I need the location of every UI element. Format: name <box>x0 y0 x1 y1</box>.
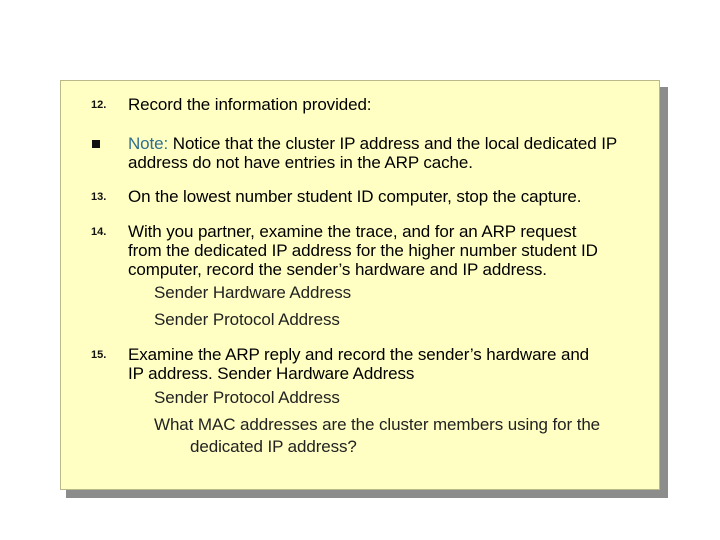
step-15-sender-protocol: Sender Protocol Address <box>154 388 340 407</box>
step-14-number: 14. <box>91 226 107 238</box>
step-15-line-2: IP address. Sender Hardware Address <box>128 364 415 383</box>
step-14-line-1: With you partner, examine the trace, and for an ARP request <box>128 222 577 241</box>
step-12-number: 12. <box>91 99 107 111</box>
note-line-2: address do not have entries in the ARP cache. <box>128 153 473 172</box>
step-15-line-1: Examine the ARP reply and record the sender’s hardware and <box>128 345 590 364</box>
bullet-square-icon <box>92 140 100 148</box>
note-line-1 <box>128 134 653 154</box>
step-14-sender-hardware: Sender Hardware Address <box>154 283 352 302</box>
step-14-line-2: from the dedicated IP address for the higher number student ID <box>128 241 598 260</box>
note-text: Notice that the cluster IP address and the local dedicated IP <box>172 134 618 153</box>
step-15-question-line-1: What MAC addresses are the cluster members using for the <box>154 415 601 434</box>
step-15-question-line-2: dedicated IP address? <box>190 437 357 456</box>
step-13-number: 13. <box>91 191 107 203</box>
step-13-text: On the lowest number student ID computer, stop the capture. <box>128 187 582 206</box>
note-label: Note: <box>128 134 169 153</box>
instruction-card <box>60 80 660 490</box>
step-15-number: 15. <box>91 349 107 361</box>
step-14-line-3: computer, record the sender’s hardware and IP address. <box>128 260 547 279</box>
step-12-text: Record the information provided: <box>128 95 372 114</box>
step-14-sender-protocol: Sender Protocol Address <box>154 310 340 329</box>
